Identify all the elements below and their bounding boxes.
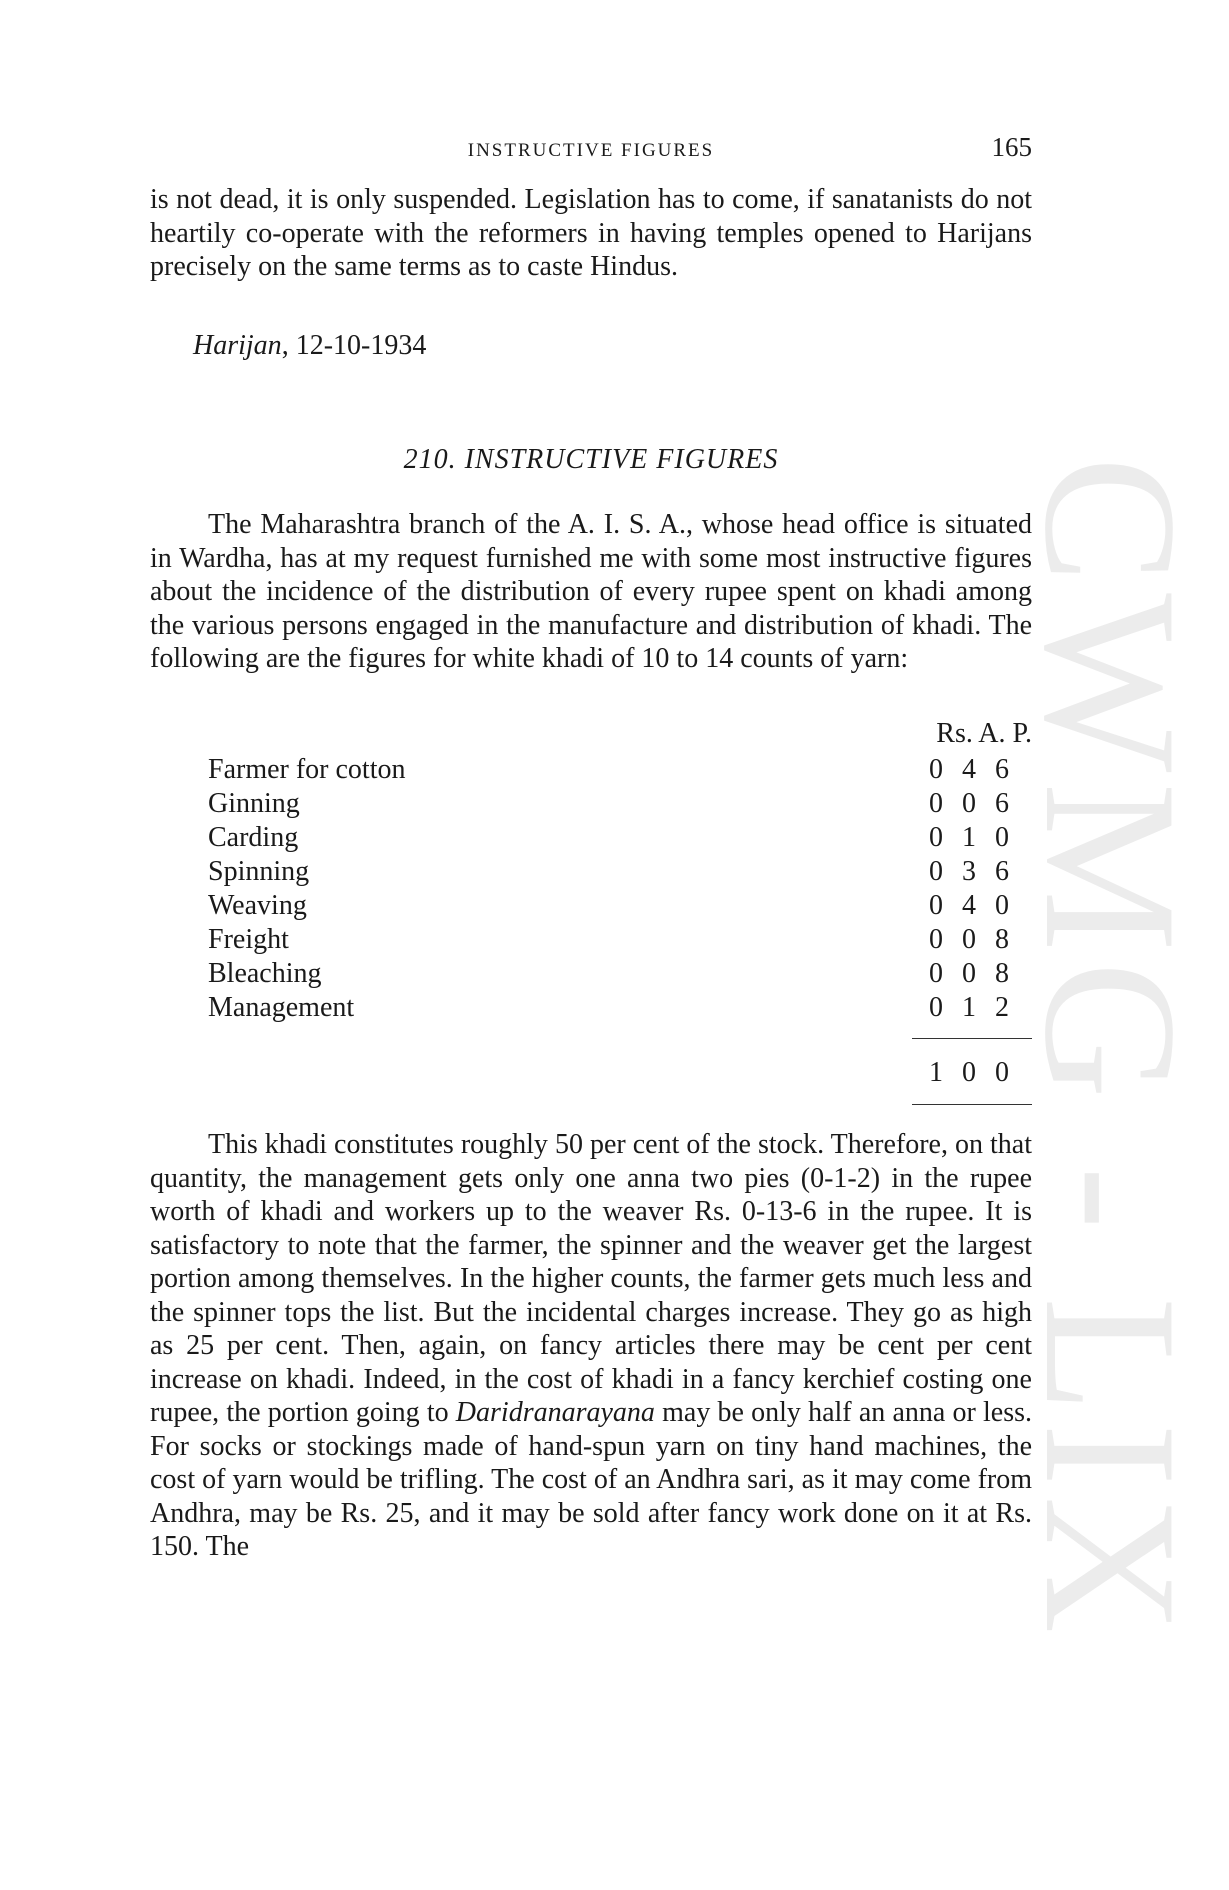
row-value: 0 4 6	[929, 754, 1015, 785]
table-row	[208, 856, 1032, 890]
paragraph-line: sanatanists do not heartily co-operate with the reformers in having	[150, 184, 1032, 249]
row-label: Weaving	[208, 890, 307, 921]
section-title: 210. INSTRUCTIVE FIGURES	[403, 444, 779, 475]
total-rule-bottom	[912, 1104, 1032, 1105]
body-text-part1: This khadi constitutes roughly 50 per cent of the stock. Therefore, on that quantity, the management gets only one anna two pies (0-1-2) in the rupee worth of khadi and workers up to the weaver Rs. 0-13-6 in the rupee. It is satisfactory to note that the farmer, the spinner and the weaver get the largest portion among themselves. In the higher counts, the farmer gets much less and the spinner tops the list. But the incidental charges increase. They go as high as 25 per cent. Then, again, on fancy articles there may be cent per cent increase on khadi. Indeed, in the cost of khadi in a fancy kerchief costing one rupee, the portion going to	[150, 1129, 1032, 1428]
running-head	[150, 132, 1032, 166]
row-label: Bleaching	[208, 958, 322, 989]
table-total: 1 0 0	[929, 1057, 1015, 1088]
row-value: 0 0 8	[929, 958, 1015, 989]
table-row	[208, 890, 1032, 924]
table-row	[208, 822, 1032, 856]
paragraph-line: is not dead, it is only suspended. Legislation has to come, if	[150, 184, 825, 215]
body-paragraph	[150, 1128, 1032, 1564]
source-date: , 12-10-1934	[281, 330, 427, 361]
table-row	[208, 788, 1032, 822]
row-label: Farmer for cotton	[208, 754, 406, 785]
watermark: CWMG - LIX	[1005, 456, 1215, 1644]
body-text-part2: may be only half an anna or less. For socks or stockings made of hand-spun yarn on tiny hand machines, the cost of yarn would be trifling. The cost of an Andhra sari, as it may come from Andhra, may be Rs. 25, and it may be sold after fancy work done on it at Rs. 150. The	[150, 1397, 1033, 1562]
row-value: 0 1 0	[929, 822, 1015, 853]
table-row	[208, 924, 1032, 958]
row-label: Ginning	[208, 788, 300, 819]
source-citation	[193, 330, 426, 362]
row-value: 0 3 6	[929, 856, 1015, 887]
row-value: 0 1 2	[929, 992, 1015, 1023]
source-publication: Harijan	[193, 330, 282, 361]
row-label: Spinning	[208, 856, 310, 887]
paragraph-line: caste Hindus.	[527, 251, 678, 282]
running-title: INSTRUCTIVE FIGURES	[467, 140, 715, 161]
page-number: 165	[991, 132, 1032, 162]
intro-paragraph: The Maharashtra branch of the A. I. S. A., whose head office is situated in Wardha, has at my request furnished me with some most instructive figures about the incidence of the distribution of every rupee spent on khadi among the various persons engaged in the manufacture and distribution of khadi. The following are the figures for white khadi of 10 to 14 counts of yarn:	[150, 509, 1032, 674]
row-value: 0 0 6	[929, 788, 1015, 819]
body-italic-term: Daridranarayana	[455, 1397, 655, 1428]
table-header: Rs. A. P.	[936, 718, 1032, 749]
table-row	[208, 958, 1032, 992]
paragraph-line: temples opened to Harijans precisely on the same terms as to	[150, 217, 1032, 282]
row-label: Carding	[208, 822, 299, 853]
table-row	[208, 992, 1032, 1026]
total-rule-top	[912, 1038, 1032, 1039]
row-value: 0 4 0	[929, 890, 1015, 921]
row-label: Management	[208, 992, 355, 1023]
table-row	[208, 754, 1032, 788]
row-label: Freight	[208, 924, 289, 955]
continuation-paragraph	[150, 183, 1032, 284]
row-value: 0 0 8	[929, 924, 1015, 955]
